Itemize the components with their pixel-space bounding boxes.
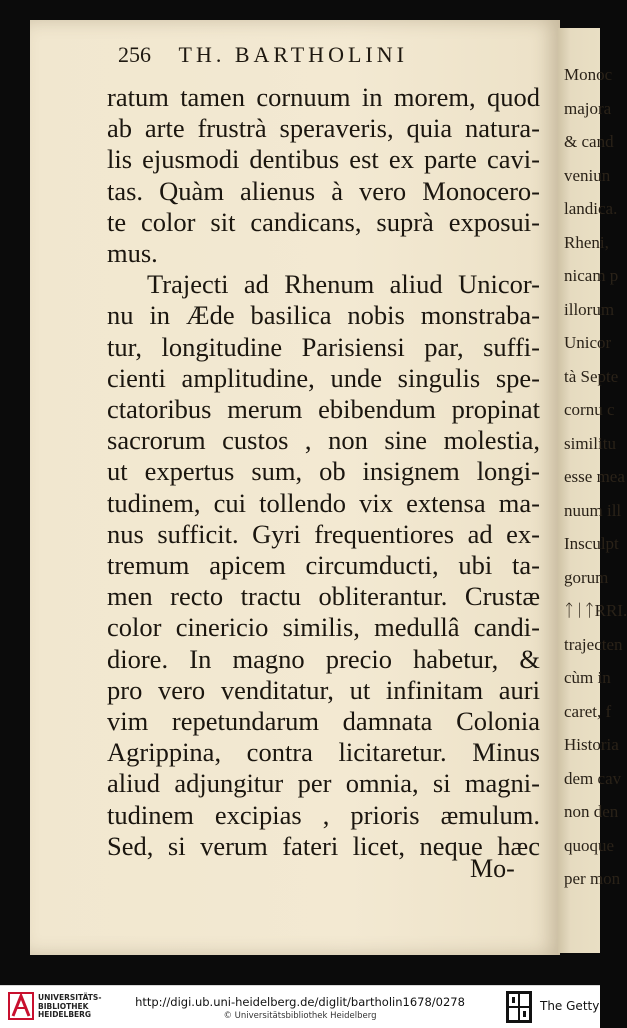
text-line: tudinem, cui tollendo vix extensa ma- [107, 487, 540, 518]
adjacent-page-fragment: nuum ill [564, 500, 622, 520]
text-line: ab arte frustrà speraveris, quia natura- [107, 113, 540, 144]
text-line: ctatoribus merum ebibendum propinat [107, 394, 540, 424]
adjacent-page-fragment: quoque [564, 835, 615, 855]
library-name: UNIVERSITÄTS- BIBLIOTHEK HEIDELBERG [38, 993, 102, 1019]
catchword: Mo- [470, 854, 515, 883]
adjacent-page-fragment: per mon [564, 869, 621, 888]
adjacent-page-fragment: majora [564, 98, 612, 118]
adjacent-page-fragment: illorum [564, 299, 615, 319]
text-line: pro vero venditatur, ut infinitam auri [107, 674, 540, 705]
text-line: mus. [107, 238, 158, 268]
adjacent-page-fragment: cornu c [564, 400, 615, 419]
adjacent-page-fragment: ᛏᛁᛏRRI. [564, 601, 627, 620]
text-line: men recto tractu obliterantur. Crustæ [107, 581, 540, 612]
text-line: te color sit candicans, suprà exposui- [107, 206, 540, 237]
text-line: sacrorum custos , non sine molestia, [107, 425, 540, 456]
adjacent-page-fragment: Unicor [564, 333, 612, 352]
text-line: Trajecti ad Rhenum aliud Unicor- [147, 269, 540, 300]
permalink-url[interactable]: http://digi.ub.uni-heidelberg.de/diglit/bartholin1678/0278 [135, 995, 465, 1009]
adjacent-page-fragment: landica. [564, 199, 618, 218]
adjacent-page-fragment: cùm in [564, 668, 611, 687]
adjacent-page-fragment: dem cav [564, 768, 622, 788]
text-line: nu in Æde basilica nobis monstraba- [107, 300, 540, 331]
partner-name: The Getty [540, 999, 600, 1013]
copyright-notice: © Universitätsbibliothek Heidelberg [223, 1011, 377, 1021]
adjacent-page-fragment: nicam p [564, 266, 619, 285]
adjacent-page-fragment: similitu [564, 433, 616, 453]
adjacent-page-fragment: Insculpt [564, 534, 619, 553]
page-number: 256 [118, 42, 151, 67]
text-line: nus sufficit. Gyri frequentiores ad ex- [107, 518, 540, 549]
adjacent-page-fragment: esse mea [564, 467, 625, 486]
adjacent-page-fragment: Monoc [564, 65, 613, 84]
viewer-footer [0, 985, 600, 1028]
adjacent-page-fragment: tà Septe [564, 366, 619, 386]
running-header [118, 42, 408, 68]
text-line: Agrippina, contra licitaretur. Minus [107, 737, 540, 768]
text-line: ut expertus sum, ob insignem longi- [107, 456, 540, 487]
adjacent-page-fragment: non den [564, 802, 619, 821]
adjacent-page-fragment: trajecten [564, 634, 623, 654]
text-line: aliud adjungitur per omnia, si magni- [107, 768, 540, 799]
text-line: lis ejusmodi dentibus est ex parte cavi- [107, 144, 540, 175]
text-line: ratum tamen cornuum in morem, quod [107, 82, 540, 112]
adjacent-page-fragment: Historia [564, 735, 619, 754]
text-line: tremum apicem circumducti, ubi ta- [107, 550, 540, 580]
text-line: tudinem excipias , prioris æmulum. [107, 799, 540, 830]
adjacent-page-fragment: & cand [564, 132, 614, 151]
adjacent-page-fragment: gorum [564, 567, 609, 587]
text-line: tas. Quàm alienus à vero Monocero- [107, 175, 540, 206]
text-line: diore. In magno precio habetur, & [107, 643, 540, 674]
getty-logo-icon [506, 991, 532, 1023]
text-line: Sed, si verum fateri licet, neque hæc [107, 830, 540, 861]
adjacent-page-fragment: caret, f [564, 701, 612, 721]
text-line: tur, longitudine Parisiensi par, suffi- [107, 331, 540, 362]
adjacent-page-fragment: veniun [564, 165, 611, 185]
running-title: TH. BARTHOLINI [178, 42, 408, 67]
adjacent-page-edge [558, 28, 627, 953]
text-line: cienti amplitudine, unde singulis spe- [107, 362, 540, 393]
adjacent-page-fragment: Rheni, [564, 232, 609, 252]
text-line: vim repetundarum damnata Colonia [107, 706, 540, 736]
text-line: color cinericio similis, medullâ candi- [107, 612, 540, 643]
